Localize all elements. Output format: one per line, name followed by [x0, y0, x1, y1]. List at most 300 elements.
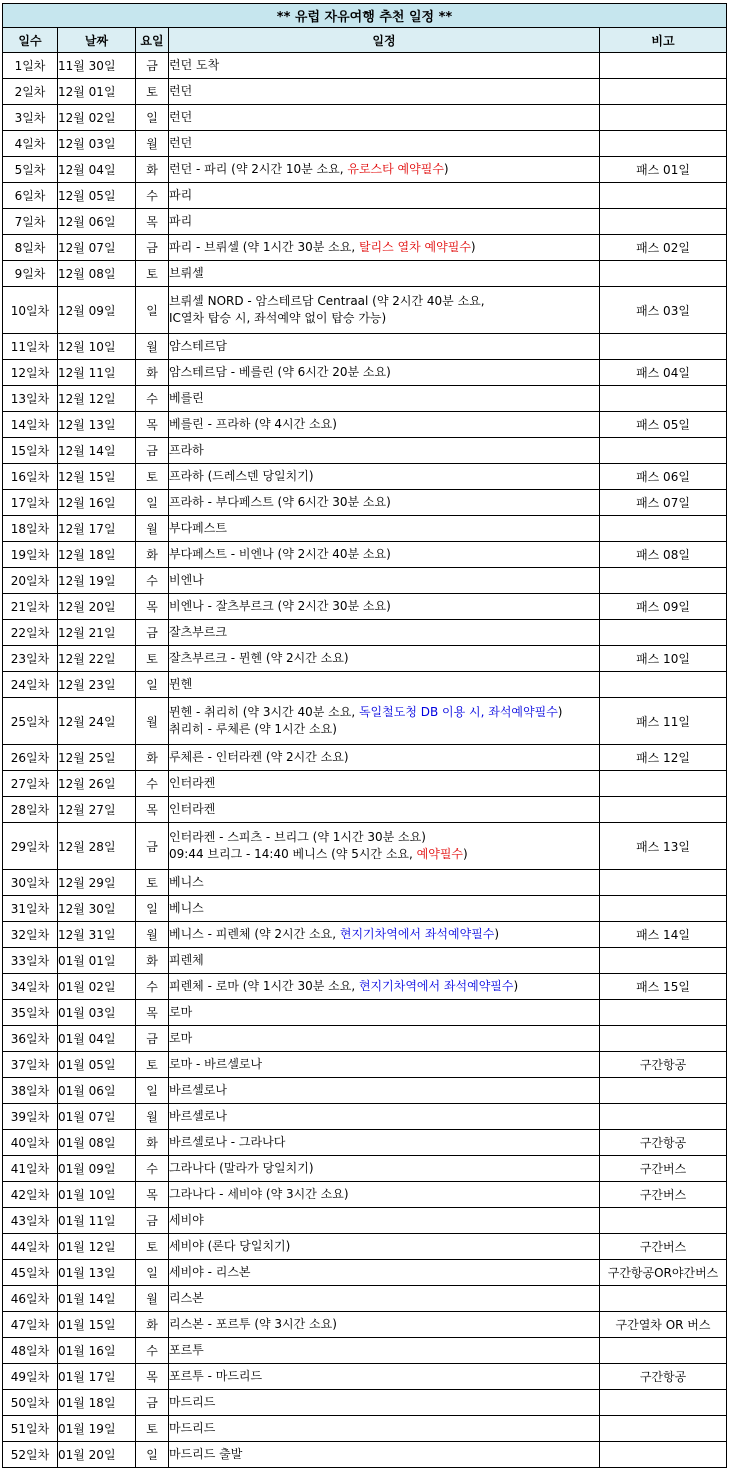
- note-cell: [600, 1390, 727, 1416]
- date-cell: 12월 16일: [58, 490, 136, 516]
- day-cell: 29일차: [3, 823, 58, 870]
- plan-line: [169, 650, 599, 667]
- plan-line: [169, 390, 599, 407]
- weekday-cell: 일: [136, 105, 169, 131]
- plan-cell: [169, 334, 600, 360]
- plan-text: 베를린: [169, 391, 204, 405]
- date-cell: 01월 03일: [58, 1000, 136, 1026]
- date-cell: 01월 04일: [58, 1026, 136, 1052]
- plan-text: 런던: [169, 84, 193, 98]
- day-cell: 2일차: [3, 79, 58, 105]
- date-cell: 11월 30일: [58, 53, 136, 79]
- note-cell: 패스 01일: [600, 157, 727, 183]
- date-cell: 01월 15일: [58, 1312, 136, 1338]
- plan-text: 부다페스트 - 비엔나 (약 2시간 40분 소요): [169, 547, 391, 561]
- plan-text: 인터라켄: [169, 802, 216, 816]
- table-row: [3, 438, 727, 464]
- plan-text: ): [470, 240, 476, 254]
- plan-line: [169, 239, 599, 256]
- plan-line: [169, 83, 599, 100]
- note-cell: [600, 672, 727, 698]
- note-cell: 패스 10일: [600, 646, 727, 672]
- weekday-cell: 화: [136, 542, 169, 568]
- plan-text: 리스본: [169, 1291, 204, 1305]
- note-cell: 패스 03일: [600, 287, 727, 334]
- day-cell: 38일차: [3, 1078, 58, 1104]
- plan-text: 부다페스트: [169, 521, 227, 535]
- plan-line: [169, 442, 599, 459]
- plan-cell: [169, 386, 600, 412]
- weekday-cell: 월: [136, 922, 169, 948]
- note-cell: [600, 516, 727, 542]
- weekday-cell: 금: [136, 53, 169, 79]
- weekday-cell: 일: [136, 490, 169, 516]
- weekday-cell: 일: [136, 1260, 169, 1286]
- day-cell: 39일차: [3, 1104, 58, 1130]
- note-cell: [600, 53, 727, 79]
- day-cell: 44일차: [3, 1234, 58, 1260]
- plan-cell: [169, 516, 600, 542]
- plan-highlight: 독일철도청 DB 이용 시, 좌석예약필수: [358, 705, 558, 719]
- day-cell: 11일차: [3, 334, 58, 360]
- plan-cell: [169, 1078, 600, 1104]
- plan-line: [169, 1264, 599, 1281]
- plan-text: 런던 도착: [169, 58, 220, 72]
- day-cell: 30일차: [3, 870, 58, 896]
- note-cell: 구간열차 OR 버스: [600, 1312, 727, 1338]
- note-cell: 구간항공OR야간버스: [600, 1260, 727, 1286]
- day-cell: 12일차: [3, 360, 58, 386]
- plan-cell: [169, 771, 600, 797]
- date-cell: 12월 17일: [58, 516, 136, 542]
- note-cell: [600, 1338, 727, 1364]
- day-cell: 41일차: [3, 1156, 58, 1182]
- plan-line: [169, 161, 599, 178]
- table-row: [3, 771, 727, 797]
- plan-line: [169, 265, 599, 282]
- table-row: [3, 620, 727, 646]
- note-cell: [600, 896, 727, 922]
- note-cell: 구간버스: [600, 1182, 727, 1208]
- plan-cell: [169, 1260, 600, 1286]
- day-cell: 37일차: [3, 1052, 58, 1078]
- weekday-cell: 토: [136, 1234, 169, 1260]
- note-cell: [600, 1000, 727, 1026]
- day-cell: 28일차: [3, 797, 58, 823]
- day-cell: 1일차: [3, 53, 58, 79]
- table-row: [3, 594, 727, 620]
- plan-line: [169, 1342, 599, 1359]
- date-cell: 01월 14일: [58, 1286, 136, 1312]
- table-row: [3, 1312, 727, 1338]
- table-row: [3, 1156, 727, 1182]
- date-cell: 12월 22일: [58, 646, 136, 672]
- plan-text: ): [513, 979, 519, 993]
- weekday-cell: 금: [136, 1026, 169, 1052]
- weekday-cell: 화: [136, 360, 169, 386]
- note-cell: 구간버스: [600, 1234, 727, 1260]
- weekday-cell: 수: [136, 1156, 169, 1182]
- plan-text: 런던: [169, 110, 193, 124]
- table-row: [3, 1364, 727, 1390]
- plan-cell: [169, 542, 600, 568]
- plan-text: 베를린 - 프라하 (약 4시간 소요): [169, 417, 337, 431]
- weekday-cell: 월: [136, 698, 169, 745]
- table-row: [3, 646, 727, 672]
- plan-text: 런던 - 파리 (약 2시간 10분 소요,: [169, 162, 348, 176]
- plan-text: 09:44 브리그 - 14:40 베니스 (약 5시간 소요,: [169, 847, 417, 861]
- table-row: [3, 797, 727, 823]
- table-row: [3, 235, 727, 261]
- note-cell: 패스 04일: [600, 360, 727, 386]
- date-cell: 12월 01일: [58, 79, 136, 105]
- plan-highlight: 현지기차역에서 좌석예약필수: [358, 979, 514, 993]
- plan-text: 마드리드: [169, 1395, 216, 1409]
- plan-line: [169, 310, 599, 327]
- weekday-cell: 월: [136, 334, 169, 360]
- plan-cell: [169, 823, 600, 870]
- day-cell: 15일차: [3, 438, 58, 464]
- day-cell: 32일차: [3, 922, 58, 948]
- weekday-cell: 수: [136, 568, 169, 594]
- day-cell: 3일차: [3, 105, 58, 131]
- table-row: [3, 464, 727, 490]
- date-cell: 12월 09일: [58, 287, 136, 334]
- plan-line: [169, 1108, 599, 1125]
- day-cell: 43일차: [3, 1208, 58, 1234]
- plan-text: 세비야 - 리스본: [169, 1265, 251, 1279]
- date-cell: 01월 02일: [58, 974, 136, 1000]
- note-cell: [600, 79, 727, 105]
- plan-line: [169, 520, 599, 537]
- table-row: [3, 79, 727, 105]
- weekday-cell: 목: [136, 1182, 169, 1208]
- day-cell: 52일차: [3, 1442, 58, 1468]
- plan-line: [169, 364, 599, 381]
- note-cell: [600, 1026, 727, 1052]
- weekday-cell: 목: [136, 594, 169, 620]
- plan-cell: [169, 1364, 600, 1390]
- plan-line: [169, 468, 599, 485]
- date-cell: 01월 08일: [58, 1130, 136, 1156]
- date-cell: 01월 16일: [58, 1338, 136, 1364]
- date-cell: 12월 20일: [58, 594, 136, 620]
- column-header-weekday: 요일: [136, 28, 169, 53]
- table-row: [3, 131, 727, 157]
- plan-text: 인터라켄 - 스피츠 - 브리그 (약 1시간 30분 소요): [169, 830, 426, 844]
- weekday-cell: 수: [136, 771, 169, 797]
- day-cell: 9일차: [3, 261, 58, 287]
- date-cell: 12월 07일: [58, 235, 136, 261]
- date-cell: 12월 06일: [58, 209, 136, 235]
- date-cell: 01월 06일: [58, 1078, 136, 1104]
- weekday-cell: 목: [136, 1364, 169, 1390]
- plan-highlight: 유로스타 예약필수: [347, 162, 444, 176]
- table-row: [3, 1260, 727, 1286]
- day-cell: 24일차: [3, 672, 58, 698]
- date-cell: 12월 19일: [58, 568, 136, 594]
- plan-cell: [169, 1442, 600, 1468]
- table-row: [3, 823, 727, 870]
- day-cell: 45일차: [3, 1260, 58, 1286]
- plan-cell: [169, 235, 600, 261]
- plan-cell: [169, 360, 600, 386]
- plan-text: 포르투 - 마드리드: [169, 1369, 263, 1383]
- table-row: [3, 490, 727, 516]
- note-cell: 패스 13일: [600, 823, 727, 870]
- day-cell: 14일차: [3, 412, 58, 438]
- day-cell: 31일차: [3, 896, 58, 922]
- note-cell: [600, 131, 727, 157]
- day-cell: 26일차: [3, 745, 58, 771]
- table-row: [3, 542, 727, 568]
- weekday-cell: 수: [136, 1338, 169, 1364]
- table-row: [3, 183, 727, 209]
- plan-text: 마드리드 출발: [169, 1447, 243, 1461]
- plan-cell: [169, 745, 600, 771]
- weekday-cell: 금: [136, 1208, 169, 1234]
- plan-line: [169, 109, 599, 126]
- date-cell: 01월 01일: [58, 948, 136, 974]
- date-cell: 01월 10일: [58, 1182, 136, 1208]
- plan-text: 파리 - 브뤼셀 (약 1시간 30분 소요,: [169, 240, 359, 254]
- plan-line: [169, 676, 599, 693]
- date-cell: 12월 24일: [58, 698, 136, 745]
- plan-cell: [169, 1026, 600, 1052]
- plan-text: 브뤼셀: [169, 266, 204, 280]
- date-cell: 01월 13일: [58, 1260, 136, 1286]
- weekday-cell: 금: [136, 235, 169, 261]
- plan-line: [169, 952, 599, 969]
- date-cell: 12월 05일: [58, 183, 136, 209]
- date-cell: 12월 10일: [58, 334, 136, 360]
- table-row: [3, 1390, 727, 1416]
- plan-line: [169, 1134, 599, 1151]
- date-cell: 01월 20일: [58, 1442, 136, 1468]
- plan-cell: [169, 1390, 600, 1416]
- plan-cell: [169, 1416, 600, 1442]
- note-cell: [600, 948, 727, 974]
- plan-line: [169, 57, 599, 74]
- plan-text: 브뤼셀 NORD - 암스테르담 Centraal (약 2시간 40분 소요,: [169, 294, 485, 308]
- plan-line: [169, 416, 599, 433]
- weekday-cell: 목: [136, 1000, 169, 1026]
- plan-text: IC열차 탑승 시, 좌석예약 없이 탑승 가능): [169, 311, 387, 325]
- plan-cell: [169, 698, 600, 745]
- day-cell: 16일차: [3, 464, 58, 490]
- day-cell: 5일차: [3, 157, 58, 183]
- date-cell: 12월 15일: [58, 464, 136, 490]
- plan-cell: [169, 1182, 600, 1208]
- plan-text: 바르셀로나 - 그라나다: [169, 1135, 286, 1149]
- plan-text: 프라하: [169, 443, 204, 457]
- note-cell: 패스 14일: [600, 922, 727, 948]
- date-cell: 12월 23일: [58, 672, 136, 698]
- note-cell: [600, 771, 727, 797]
- weekday-cell: 일: [136, 672, 169, 698]
- weekday-cell: 토: [136, 646, 169, 672]
- table-row: [3, 1104, 727, 1130]
- schedule-rows: [3, 53, 727, 1468]
- plan-text: 파리: [169, 214, 193, 228]
- plan-cell: [169, 948, 600, 974]
- plan-line: [169, 1290, 599, 1307]
- plan-line: [169, 135, 599, 152]
- table-row: [3, 870, 727, 896]
- column-header-day: 일수: [3, 28, 58, 53]
- note-cell: [600, 261, 727, 287]
- note-cell: 패스 11일: [600, 698, 727, 745]
- date-cell: 01월 11일: [58, 1208, 136, 1234]
- table-row: [3, 1234, 727, 1260]
- plan-highlight: 탈리스 열차 예약필수: [358, 240, 471, 254]
- plan-cell: [169, 1338, 600, 1364]
- note-cell: [600, 1104, 727, 1130]
- note-cell: [600, 870, 727, 896]
- date-cell: 12월 28일: [58, 823, 136, 870]
- plan-cell: [169, 1000, 600, 1026]
- plan-line: [169, 1238, 599, 1255]
- plan-cell: [169, 1104, 600, 1130]
- date-cell: 12월 30일: [58, 896, 136, 922]
- note-cell: 구간항공: [600, 1130, 727, 1156]
- plan-line: [169, 572, 599, 589]
- table-row: [3, 922, 727, 948]
- plan-text: 마드리드: [169, 1421, 216, 1435]
- table-row: [3, 1182, 727, 1208]
- table-row: [3, 1338, 727, 1364]
- date-cell: 12월 25일: [58, 745, 136, 771]
- plan-cell: [169, 568, 600, 594]
- date-cell: 12월 08일: [58, 261, 136, 287]
- note-cell: 패스 15일: [600, 974, 727, 1000]
- plan-text: 비엔나 - 잘츠부르크 (약 2시간 30분 소요): [169, 599, 391, 613]
- plan-text: 암스테르담 - 베를린 (약 6시간 20분 소요): [169, 365, 391, 379]
- column-header-date: 날짜: [58, 28, 136, 53]
- plan-text: ): [557, 705, 563, 719]
- date-cell: 01월 17일: [58, 1364, 136, 1390]
- plan-line: [169, 494, 599, 511]
- weekday-cell: 화: [136, 1312, 169, 1338]
- weekday-cell: 화: [136, 948, 169, 974]
- date-cell: 01월 12일: [58, 1234, 136, 1260]
- day-cell: 21일차: [3, 594, 58, 620]
- plan-line: [169, 775, 599, 792]
- weekday-cell: 화: [136, 1130, 169, 1156]
- plan-text: 로마: [169, 1031, 193, 1045]
- plan-text: ): [443, 162, 449, 176]
- weekday-cell: 목: [136, 209, 169, 235]
- day-cell: 19일차: [3, 542, 58, 568]
- plan-text: 바르셀로나: [169, 1083, 227, 1097]
- note-cell: [600, 386, 727, 412]
- plan-cell: [169, 157, 600, 183]
- date-cell: 12월 04일: [58, 157, 136, 183]
- table-row: [3, 1026, 727, 1052]
- plan-line: [169, 1030, 599, 1047]
- note-cell: [600, 1442, 727, 1468]
- day-cell: 40일차: [3, 1130, 58, 1156]
- day-cell: 17일차: [3, 490, 58, 516]
- date-cell: 12월 27일: [58, 797, 136, 823]
- note-cell: [600, 797, 727, 823]
- note-cell: 패스 06일: [600, 464, 727, 490]
- weekday-cell: 토: [136, 1416, 169, 1442]
- plan-cell: [169, 1208, 600, 1234]
- plan-line: [169, 1316, 599, 1333]
- weekday-cell: 금: [136, 620, 169, 646]
- weekday-cell: 수: [136, 183, 169, 209]
- plan-line: [169, 1082, 599, 1099]
- plan-text: 프라하 (드레스덴 당일치기): [169, 469, 314, 483]
- plan-text: 런던: [169, 136, 193, 150]
- plan-line: [169, 1420, 599, 1437]
- date-cell: 01월 09일: [58, 1156, 136, 1182]
- note-cell: [600, 1078, 727, 1104]
- table-row: [3, 157, 727, 183]
- weekday-cell: 월: [136, 131, 169, 157]
- date-cell: 01월 05일: [58, 1052, 136, 1078]
- weekday-cell: 수: [136, 386, 169, 412]
- note-cell: 구간항공: [600, 1052, 727, 1078]
- note-cell: [600, 438, 727, 464]
- weekday-cell: 금: [136, 1390, 169, 1416]
- plan-text: 프라하 - 부다페스트 (약 6시간 30분 소요): [169, 495, 391, 509]
- plan-text: 포르투: [169, 1343, 204, 1357]
- day-cell: 42일차: [3, 1182, 58, 1208]
- plan-cell: [169, 620, 600, 646]
- table-row: [3, 261, 727, 287]
- note-cell: 패스 09일: [600, 594, 727, 620]
- date-cell: 12월 02일: [58, 105, 136, 131]
- day-cell: 23일차: [3, 646, 58, 672]
- plan-line: [169, 293, 599, 310]
- plan-cell: [169, 105, 600, 131]
- table-row: [3, 412, 727, 438]
- note-cell: [600, 105, 727, 131]
- column-header-note: 비고: [600, 28, 727, 53]
- plan-text: 암스테르담: [169, 339, 227, 353]
- plan-text: 인터라켄: [169, 776, 216, 790]
- table-row: [3, 1052, 727, 1078]
- table-row: [3, 1078, 727, 1104]
- weekday-cell: 금: [136, 823, 169, 870]
- header-row: [3, 28, 727, 53]
- plan-text: 베니스: [169, 901, 204, 915]
- plan-cell: [169, 922, 600, 948]
- plan-cell: [169, 438, 600, 464]
- plan-cell: [169, 594, 600, 620]
- table-row: [3, 1416, 727, 1442]
- plan-line: [169, 721, 599, 738]
- day-cell: 48일차: [3, 1338, 58, 1364]
- weekday-cell: 목: [136, 412, 169, 438]
- date-cell: 12월 26일: [58, 771, 136, 797]
- day-cell: 27일차: [3, 771, 58, 797]
- day-cell: 18일차: [3, 516, 58, 542]
- table-row: [3, 334, 727, 360]
- plan-text: ): [463, 847, 468, 861]
- weekday-cell: 월: [136, 516, 169, 542]
- table-row: [3, 1286, 727, 1312]
- note-cell: 패스 12일: [600, 745, 727, 771]
- table-row: [3, 209, 727, 235]
- plan-line: [169, 338, 599, 355]
- table-row: [3, 53, 727, 79]
- table-row: [3, 568, 727, 594]
- plan-cell: [169, 490, 600, 516]
- day-cell: 25일차: [3, 698, 58, 745]
